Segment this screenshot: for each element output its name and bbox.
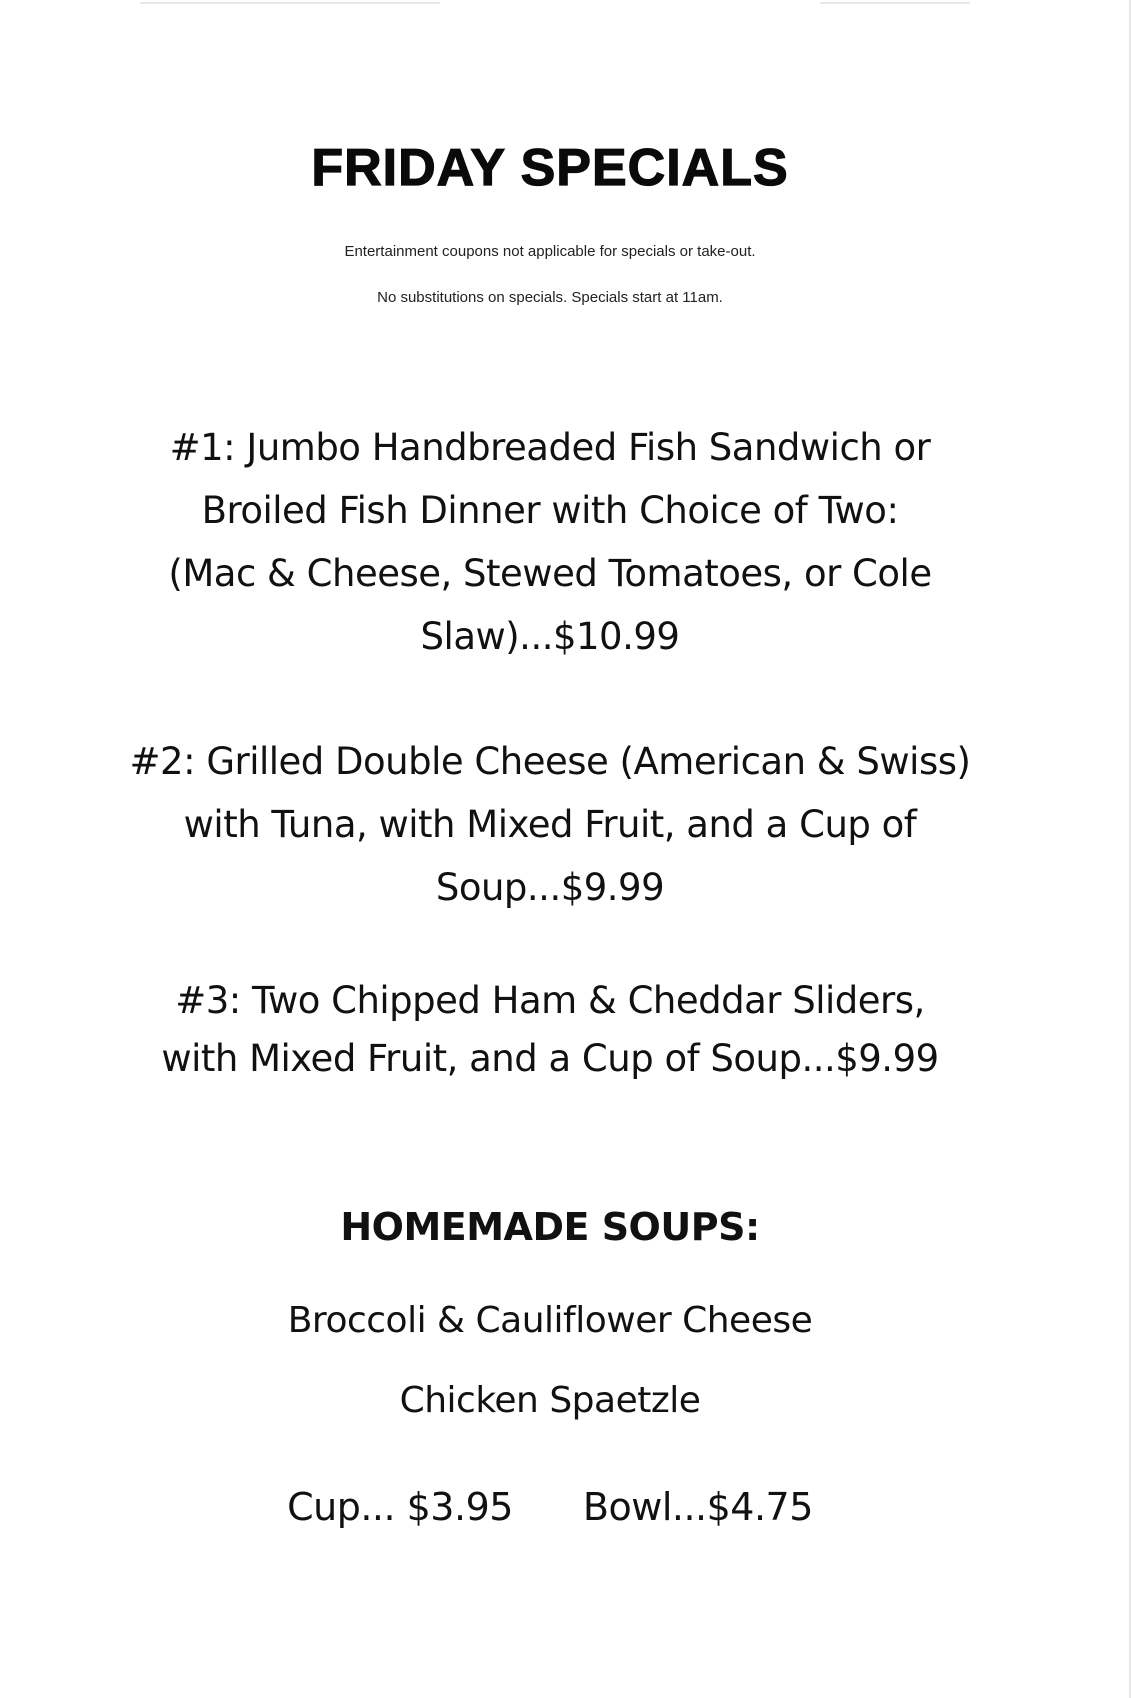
soup-item: Chicken Spaetzle [399,1380,701,1421]
soup-item: Broccoli & Cauliflower Cheese [287,1300,813,1341]
substitution-note: No substitutions on specials. Specials start at 11am. [377,289,723,306]
special-item-2 [0,730,1100,919]
cup-price: Cup... $3.95 [287,1485,513,1529]
special-2-line: #2: Grilled Double Cheese (American & Swiss) [129,740,971,783]
soup-prices [0,1485,1100,1529]
special-1-line: Slaw)...$10.99 [420,615,680,658]
special-3-line: with Mixed Fruit, and a Cup of Soup...$9.99 [161,1037,939,1080]
special-2-line: with Tuna, with Mixed Fruit, and a Cup of [183,803,917,846]
soups-heading: HOMEMADE SOUPS: [340,1205,760,1249]
special-1-line: #1: Jumbo Handbreaded Fish Sandwich or [169,426,931,469]
bowl-price: Bowl...$4.75 [582,1485,813,1529]
special-1-line: (Mac & Cheese, Stewed Tomatoes, or Cole [168,552,932,595]
special-1-line: Broiled Fish Dinner with Choice of Two: [201,489,899,532]
special-2-line: Soup...$9.99 [435,866,665,909]
special-item-3 [0,972,1100,1088]
scan-artifact [140,2,440,4]
scan-artifact [820,2,970,4]
coupon-note: Entertainment coupons not applicable for specials or take-out. [344,243,756,260]
special-item-1 [0,416,1100,668]
page-title: FRIDAY SPECIALS [311,139,789,197]
special-3-line: #3: Two Chipped Ham & Cheddar Sliders, [175,979,925,1022]
